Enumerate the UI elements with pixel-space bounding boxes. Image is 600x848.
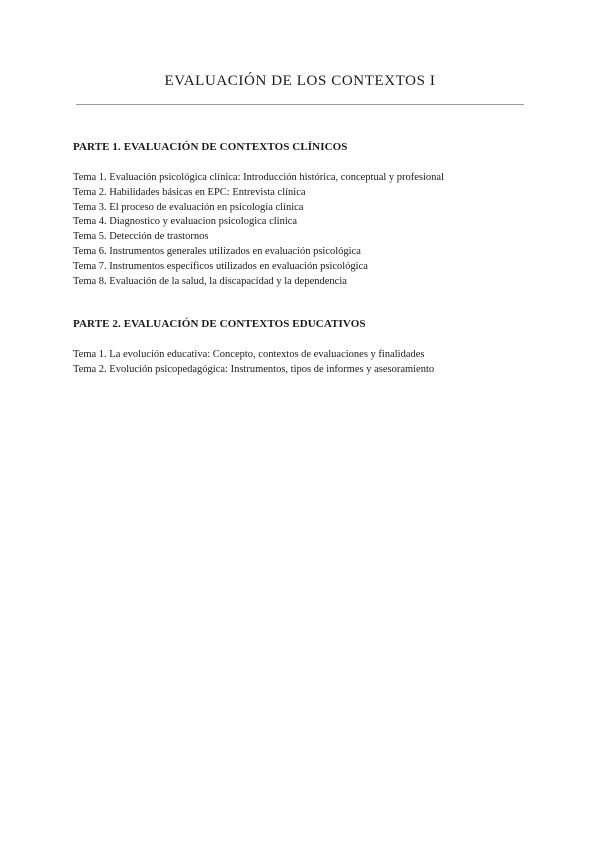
part-2-section	[73, 318, 434, 378]
topic-item: Tema 4. Diagnostico y evaluacion psicologica clinica	[73, 216, 298, 228]
topic-item: Tema 1. Evaluación psicológica clínica: Introducción histórica, conceptual y profesional	[73, 172, 445, 183]
topic-item: Tema 1. La evolución educativa: Concepto, contextos de evaluaciones y finalidades	[73, 349, 425, 360]
topic-item: Tema 6. Instrumentos generales utilizados en evaluación psicológica	[73, 245, 361, 257]
part-1-topic-list	[73, 171, 444, 289]
topic-item: Tema 2. Evolución psicopedagógica: Instrumentos, tipos de informes y asesoramiento	[73, 363, 435, 375]
topic-item: Tema 7. Instrumentos específicos utilizados en evaluación psicológica	[73, 260, 368, 272]
part-2-heading: PARTE 2. EVALUACIÓN DE CONTEXTOS EDUCATIVOS	[73, 318, 366, 330]
topic-item: Tema 3. El proceso de evaluación en psicología clínica	[73, 201, 304, 213]
topic-item: Tema 5. Detección de trastornos	[73, 231, 209, 243]
part-1-heading: PARTE 1. EVALUACIÓN DE CONTEXTOS CLÍNICOS	[73, 141, 348, 153]
topic-item: Tema 8. Evaluación de la salud, la discapacidad y la dependencia	[73, 275, 347, 287]
page-title: EVALUACIÓN DE LOS CONTEXTOS I	[164, 73, 436, 89]
title-divider	[76, 104, 524, 105]
part-1-section	[73, 141, 444, 289]
topic-item: Tema 2. Habilidades básicas en EPC: Entrevista clínica	[73, 186, 306, 198]
part-2-topic-list	[73, 348, 434, 378]
